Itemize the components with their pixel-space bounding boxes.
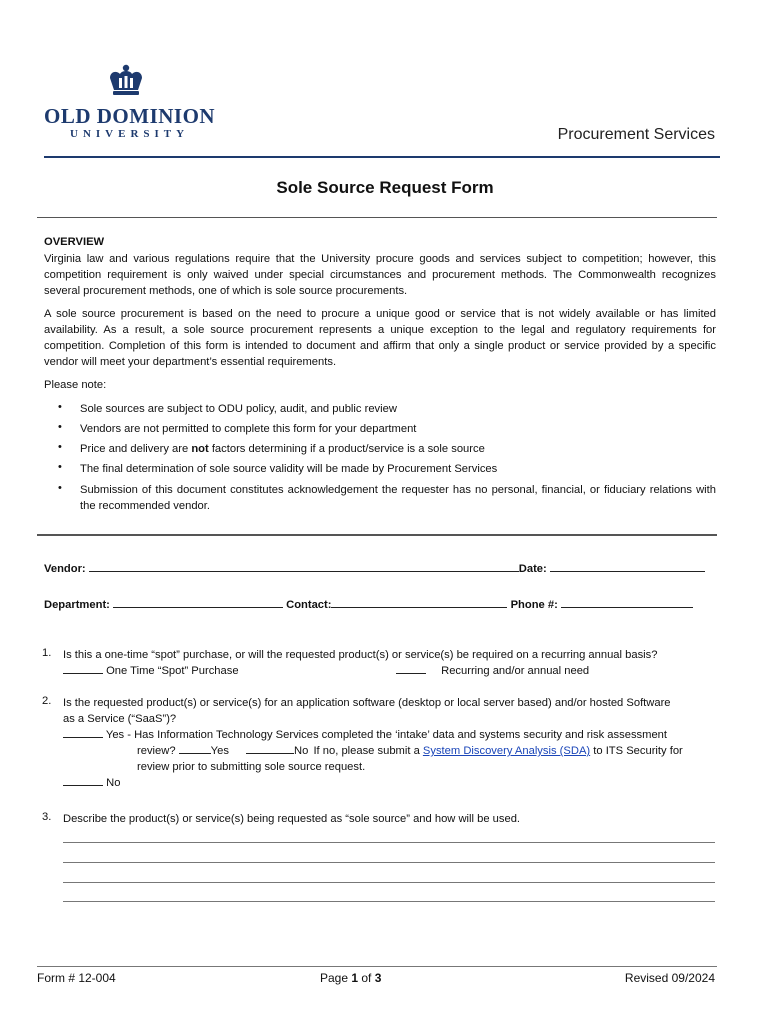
question-2-review-prior: review prior to submitting sole source request. (137, 761, 366, 773)
saas-yes-label: Yes - Has Information Technology Services completed the ‘intake’ data and systems security and risk assessment (105, 729, 667, 741)
bullet-icon: • (58, 482, 62, 494)
department-label: Department: (44, 599, 110, 611)
phone-label: Phone #: (510, 599, 558, 611)
footer-divider (37, 966, 717, 967)
question-2-no-option (63, 775, 120, 791)
onetime-label: One Time “Spot” Purchase (106, 665, 239, 677)
header-divider (44, 156, 720, 158)
page-current: 1 (351, 971, 359, 985)
question-1-text: Is this a one-time “spot” purchase, or will the requested product(s) or service(s) be required on a recurring annual basis? (63, 649, 658, 661)
review-question: review? (137, 745, 176, 757)
bullet-3-text-end: factors determining if a product/service is a sole source (208, 443, 485, 455)
contact-label: Contact: (286, 599, 332, 611)
date-field[interactable] (550, 560, 705, 572)
question-1-number: 1. (42, 647, 52, 659)
page-prefix: Page (320, 971, 352, 985)
page-title: Sole Source Request Form (276, 178, 494, 197)
date-label: Date: (518, 563, 547, 575)
vendor-label: Vendor: (44, 563, 86, 575)
note-bullet-3 (80, 441, 716, 457)
review-yes-checkline[interactable] (179, 743, 211, 754)
revision-date: Revised 09/2024 (624, 971, 715, 985)
question-1-option-recurring (396, 663, 589, 679)
saas-yes-checkline[interactable] (63, 727, 103, 738)
question-3-text: Describe the product(s) or service(s) being requested as “sole source” and how will be used. (63, 813, 521, 825)
note-bullet-2: Vendors are not permitted to complete this form for your department (80, 423, 417, 435)
bullet-icon: • (58, 421, 62, 433)
bullet-3-emphasis: not (191, 443, 209, 455)
form-number: Form # 12-004 (37, 971, 116, 985)
contact-field[interactable] (331, 596, 507, 608)
page-indicator (320, 971, 381, 985)
if-no-text: If no, please submit a (313, 745, 420, 757)
section-divider (37, 534, 717, 536)
department-row (44, 596, 693, 611)
question-1-option-onetime (63, 663, 239, 679)
saas-no-label: No (106, 777, 121, 789)
recurring-label: Recurring and/or annual need (441, 665, 590, 677)
description-line-2[interactable] (63, 862, 715, 863)
bullet-3-text-start: Price and delivery are (80, 443, 192, 455)
review-no-checkline[interactable] (246, 743, 294, 754)
crown-logo-icon (104, 64, 148, 98)
review-yes-label: Yes (210, 745, 229, 757)
vendor-row (44, 560, 705, 575)
note-bullet-5: Submission of this document constitutes acknowledgement the requester has no personal, financial, or fiduciary relations with the recommended vendor. (80, 484, 716, 512)
recurring-checkline[interactable] (396, 663, 426, 674)
question-2-yes-option (63, 727, 667, 743)
description-line-4[interactable] (63, 901, 715, 902)
please-note-label: Please note: (44, 379, 107, 391)
description-line-1[interactable] (63, 842, 715, 843)
logo-wordmark: OLD DOMINION (44, 104, 216, 128)
onetime-checkline[interactable] (63, 663, 103, 674)
question-2-text-line1: Is the requested product(s) or service(s) for an application software (desktop or local server based) and/or hosted Software (63, 697, 671, 709)
page-of: of (358, 971, 375, 985)
bullet-icon: • (58, 461, 62, 473)
overview-paragraph-1: Virginia law and various regulations require that the University procure goods and services subject to competition; however, this competition requirement is only waived under special circumstances and procurement methods. The Commonwealth recognizes several procurement methods, one of which is sole source procurements. (44, 253, 716, 297)
saas-no-checkline[interactable] (63, 775, 103, 786)
overview-paragraph-2: A sole source procurement is based on the need to procure a unique good or service that is not widely available or has limited availability. As a result, a sole source procurement represents a unique exception to the legal and regulatory requirements for competition. Completion of this form is intended to document and affirm that only a single product or service provided by a specific vendor will meet your department’s essential requirements. (44, 308, 716, 368)
overview-heading: OVERVIEW (44, 236, 105, 248)
bullet-icon: • (58, 441, 62, 453)
bullet-icon: • (58, 401, 62, 413)
page-total: 3 (374, 971, 382, 985)
note-bullet-4: The final determination of sole source validity will be made by Procurement Services (80, 463, 498, 475)
vendor-field[interactable] (89, 560, 519, 572)
review-no-label: No (294, 745, 309, 757)
to-its-text: to ITS Security for (593, 745, 683, 757)
sda-link[interactable]: System Discovery Analysis (SDA) (422, 745, 591, 757)
title-divider (37, 217, 717, 218)
phone-field[interactable] (561, 596, 693, 608)
logo-subtitle: UNIVERSITY (70, 128, 190, 140)
note-bullet-1: Sole sources are subject to ODU policy, audit, and public review (80, 403, 397, 415)
question-2-review-line (137, 743, 683, 759)
department-field[interactable] (113, 596, 283, 608)
question-2-text-line2: as a Service (“SaaS”)? (63, 713, 177, 725)
department-name: Procurement Services (557, 126, 715, 143)
question-3-number: 3. (42, 811, 52, 823)
question-2-number: 2. (42, 695, 52, 707)
description-line-3[interactable] (63, 882, 715, 883)
